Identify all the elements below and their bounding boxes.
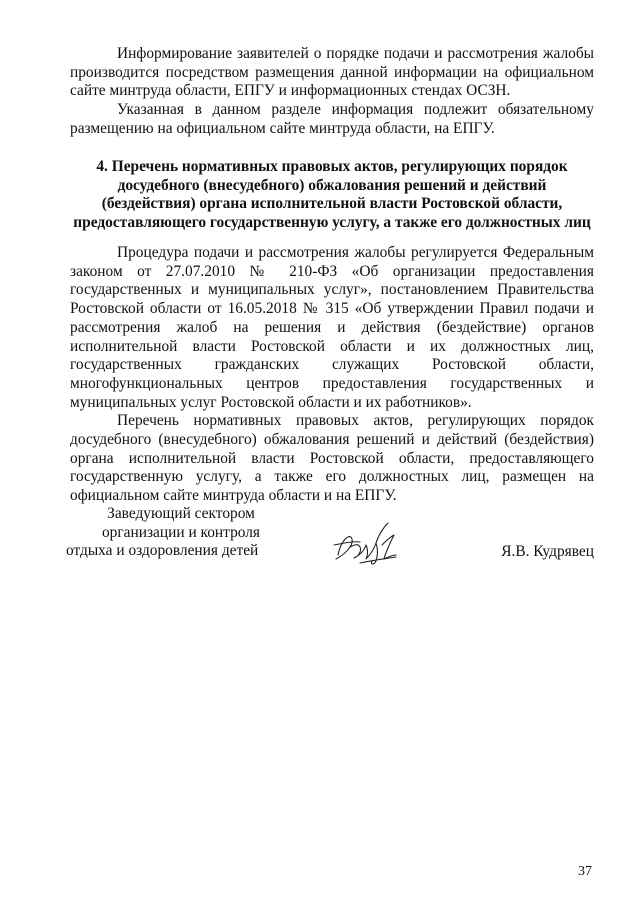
signatory-name: Я.В. Кудрявец — [501, 543, 594, 560]
section-4-paragraph-1: Процедура подачи и рассмотрения жалобы регулируется Федеральным законом от 27.07.2010 № 210-ФЗ «Об организации предоставления государственных и муниципальных услуг», постановлением Правительства Ростовской области от 16.05.2018 № 315 «Об утверждении Правил подачи и рассмотрения жалоб на решения и действия (бездействие) органов исполнительной власти Ростовской области и их должностных лиц, государственных гражданских служащих Ростовской области, многофункциональных центров предоставления государственных и муниципальных услуг Ростовской области и их работников». — [70, 244, 594, 411]
signatory-position-line-1: Заведующий сектором — [107, 505, 255, 522]
section-4-paragraph-2: Перечень нормативных правовых актов, регулирующих порядок досудебного (внесудебного) обжалования решений и действий (бездействия) органа исполнительной власти Ростовской области, предоставляющего государственную услугу, а также его должностных лиц, размещен на официальном сайте минтруда области и на ЕПГУ. — [70, 412, 594, 505]
signatory-position — [66, 505, 296, 561]
intro-paragraph-2: Указанная в данном разделе информация подлежит обязательному размещению на официальном сайте минтруда области, на ЕПГУ. — [70, 101, 594, 137]
intro-paragraph-1: Информирование заявителей о порядке подачи и рассмотрения жалобы производится посредством размещения данной информации на официальном сайте минтруда области, ЕПГУ и информационных стендах ОСЗН. — [70, 45, 594, 100]
section-4-heading: 4. Перечень нормативных правовых актов, регулирующих порядок досудебного (внесудебного) обжалования решений и действий (бездействия) органа исполнительной власти Ростовской области, предоставляющего государственную услугу, а также его должностных лиц — [73, 158, 591, 232]
section-4-body — [70, 244, 594, 506]
page-number: 37 — [578, 864, 592, 879]
signatory-position-line-3: отдыха и оздоровления детей — [66, 542, 259, 560]
signatory-position-line-2: организации и контроля — [101, 523, 261, 541]
intro-section — [70, 45, 594, 139]
handwritten-signature — [330, 515, 410, 573]
